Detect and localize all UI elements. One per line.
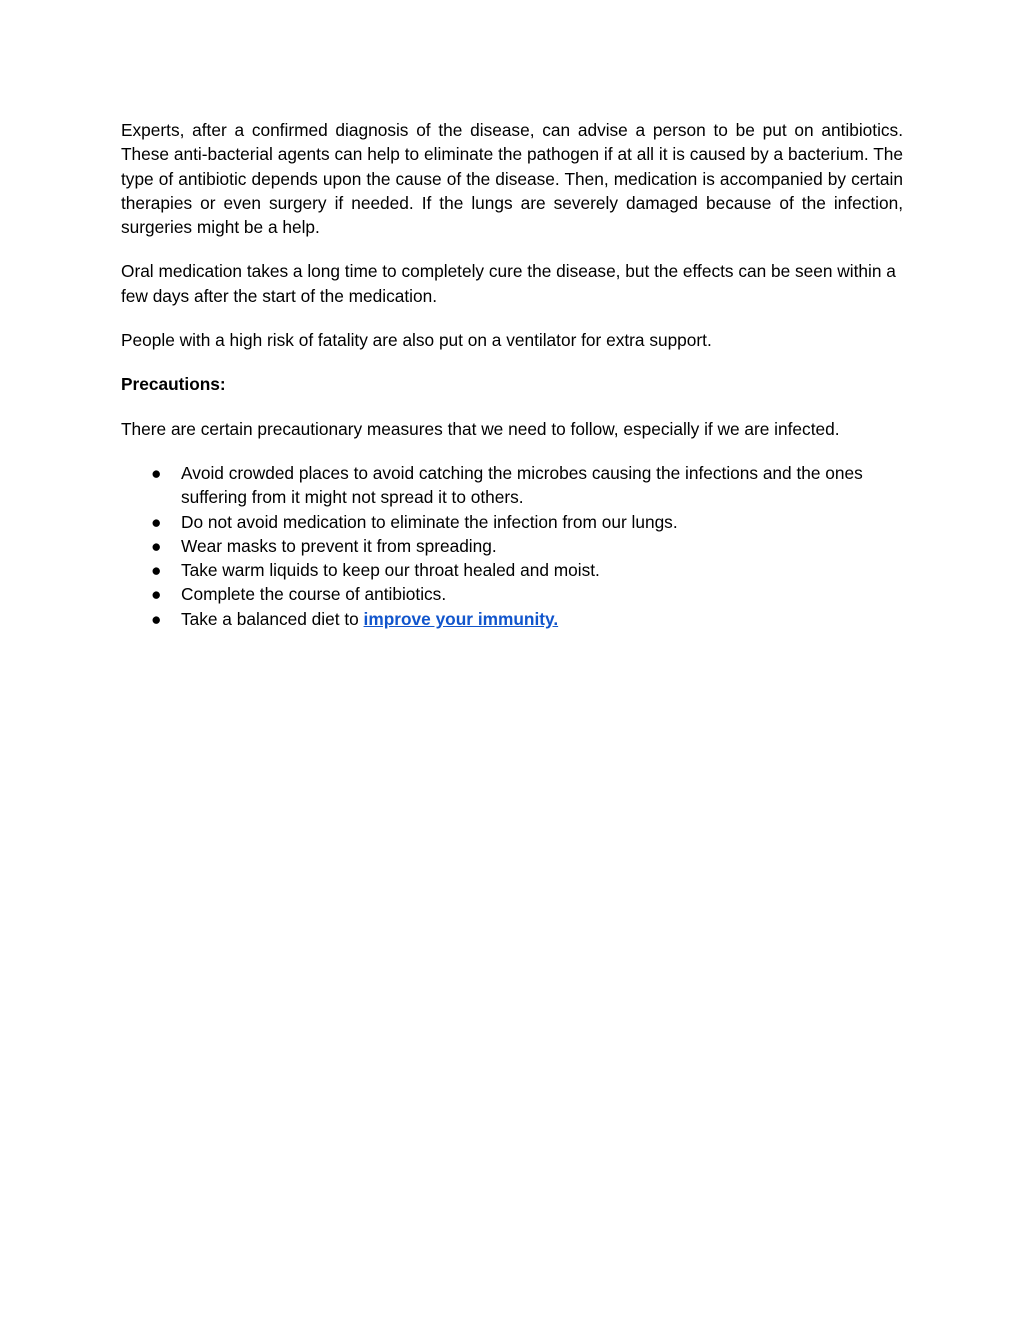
list-item-text: Take a balanced diet to xyxy=(181,608,364,629)
precautions-intro: There are certain precautionary measures that we need to follow, especially if we are infected. xyxy=(121,418,840,439)
list-item xyxy=(121,534,903,558)
paragraph-treatment: Experts, after a confirmed diagnosis of the disease, can advise a person to be put on antibiotics. These anti-bacterial agents can help to eliminate the pathogen if at all it is caused by a bacterium. The type of antibiotic depends upon the cause of the disease. Then, medication is accompanied by certain therapies or even surgery if needed. If the lungs are severely damaged because of the infection, surgeries might be a help. xyxy=(121,120,903,238)
improve-immunity-link[interactable]: improve your immunity. xyxy=(363,608,559,629)
list-item xyxy=(121,558,903,582)
list-item-text: Complete the course of antibiotics. xyxy=(181,584,447,605)
list-item-text: Do not avoid medication to eliminate the infection from our lungs. xyxy=(181,511,678,532)
bullet-icon: ● xyxy=(151,535,162,556)
precautions-heading: Precautions: xyxy=(121,374,226,395)
list-item-text: Avoid crowded places to avoid catching the microbes causing the infections and the ones suffering from it might not spread it to others. xyxy=(181,462,863,508)
precautions-list xyxy=(121,461,903,631)
bullet-icon: ● xyxy=(151,462,162,483)
document-page xyxy=(121,118,903,631)
bullet-icon: ● xyxy=(151,560,162,581)
bullet-icon: ● xyxy=(151,608,162,629)
list-item xyxy=(121,510,903,534)
list-item-text: Take warm liquids to keep our throat healed and moist. xyxy=(181,560,600,581)
bullet-icon: ● xyxy=(151,584,162,605)
list-item xyxy=(121,582,903,606)
list-item-text: Wear masks to prevent it from spreading. xyxy=(181,535,497,556)
paragraph-ventilator: People with a high risk of fatality are also put on a ventilator for extra support. xyxy=(121,330,712,351)
list-item xyxy=(121,461,903,510)
list-item xyxy=(121,607,903,631)
bullet-icon: ● xyxy=(151,511,162,532)
paragraph-oral-medication: Oral medication takes a long time to completely cure the disease, but the effects can be seen within a few days after the start of the medication. xyxy=(121,261,896,306)
